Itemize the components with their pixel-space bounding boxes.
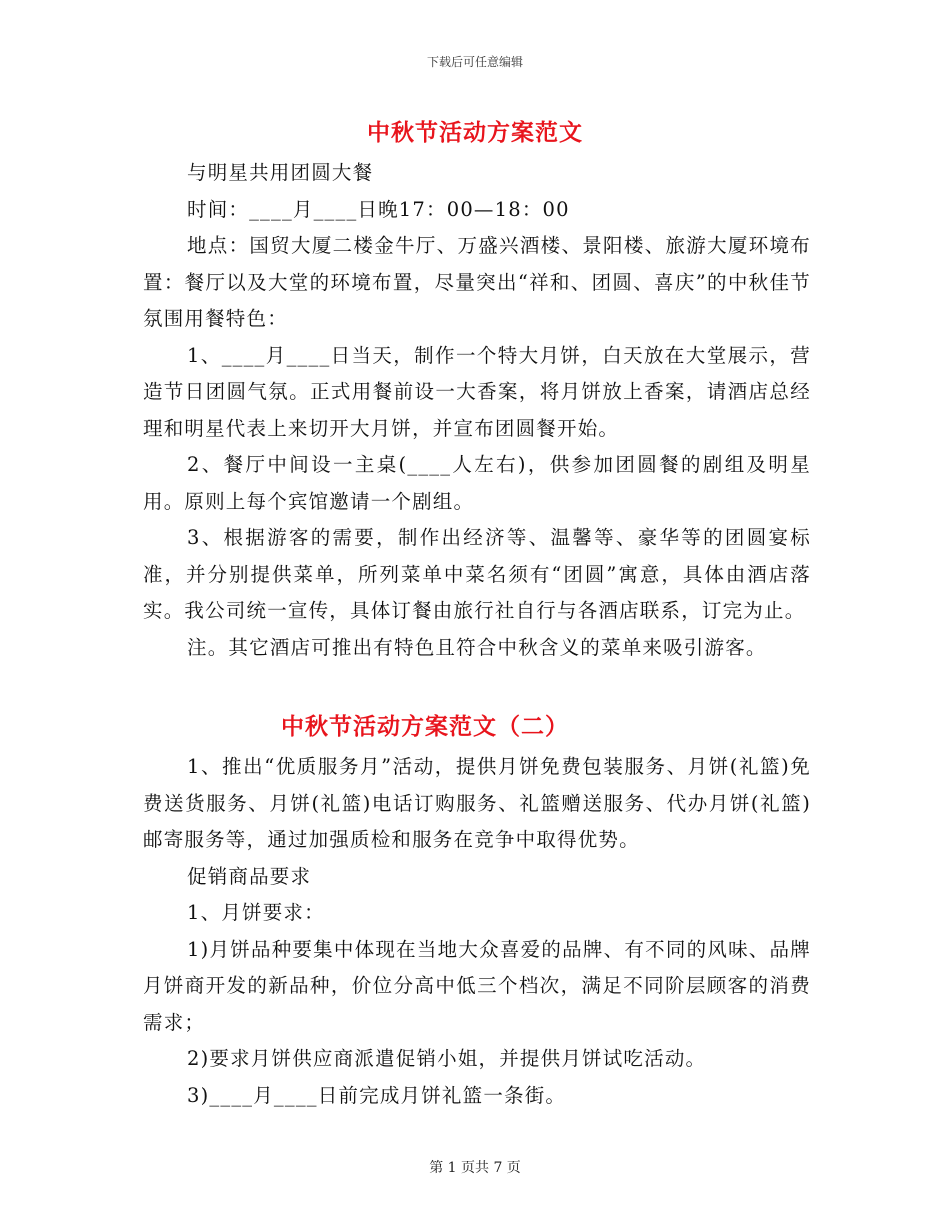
section-2-title: 中秋节活动方案范文（二） (281, 713, 569, 740)
requirement-2-paragraph: 2)要求月饼供应商派遣促销小姐，并提供月饼试吃活动。 (187, 1047, 707, 1070)
item-2-paragraph: 2、餐厅中间设一主桌(____人左右)，供参加团圆餐的剧组及明星用。原则上每个宾馆邀请一个剧组。 (143, 453, 811, 513)
section-2-body (143, 749, 811, 1114)
subheading-dinner: 与明星共用团圆大餐 (187, 161, 374, 184)
item-3-paragraph: 3、根据游客的需要，制作出经济等、温馨等、豪华等的团圆宴标准，并分别提供菜单，所列菜单中菜名须有“团圆”寓意，具体由酒店落实。我公司统一宣传，具体订餐由旅行社自行与各酒店联系，订完为止。 (143, 526, 811, 622)
note-paragraph: 注。其它酒店可推出有特色且符合中秋含义的菜单来吸引游客。 (187, 635, 767, 659)
page-header: 下载后可任意编辑 (426, 55, 523, 69)
page-footer: 第 1 页共 7 页 (429, 1160, 521, 1176)
time-line: 时间：____月____日晚17：00—18：00 (187, 197, 570, 221)
requirement-3-paragraph: 3)____月____日前完成月饼礼篮一条街。 (187, 1083, 567, 1107)
document-title: 中秋节活动方案范文 (367, 119, 583, 146)
requirement-1-paragraph: 1)月饼品种要集中体现在当地大众喜爱的品牌、有不同的风味、品牌月饼商开发的新品种，价位分高中低三个档次，满足不同阶层顾客的消费需求； (143, 937, 811, 1034)
location-paragraph: 地点：国贸大厦二楼金牛厅、万盛兴酒楼、景阳楼、旅游大厦环境布置：餐厅以及大堂的环境布置，尽量突出“祥和、团圆、喜庆”的中秋佳节氛围用餐特色： (143, 234, 811, 330)
mooncake-requirements-heading: 1、月饼要求： (187, 901, 325, 924)
promo-requirements-heading: 促销商品要求 (187, 864, 312, 888)
item-1-paragraph: 1、____月____日当天，制作一个特大月饼，白天放在大堂展示，营造节日团圆气氛。正式用餐前设一大香案，将月饼放上香案，请酒店总经理和明星代表上来切开大月饼，并宣布团圆餐开始。 (143, 343, 811, 440)
section-1-body (143, 155, 811, 666)
service-month-paragraph: 1、推出“优质服务月”活动，提供月饼免费包装服务、月饼(礼篮)免费送货服务、月饼(礼篮)电话订购服务、礼篮赠送服务、代办月饼(礼篮)邮寄服务等，通过加强质检和服务在竞争中取得优势。 (143, 755, 811, 851)
